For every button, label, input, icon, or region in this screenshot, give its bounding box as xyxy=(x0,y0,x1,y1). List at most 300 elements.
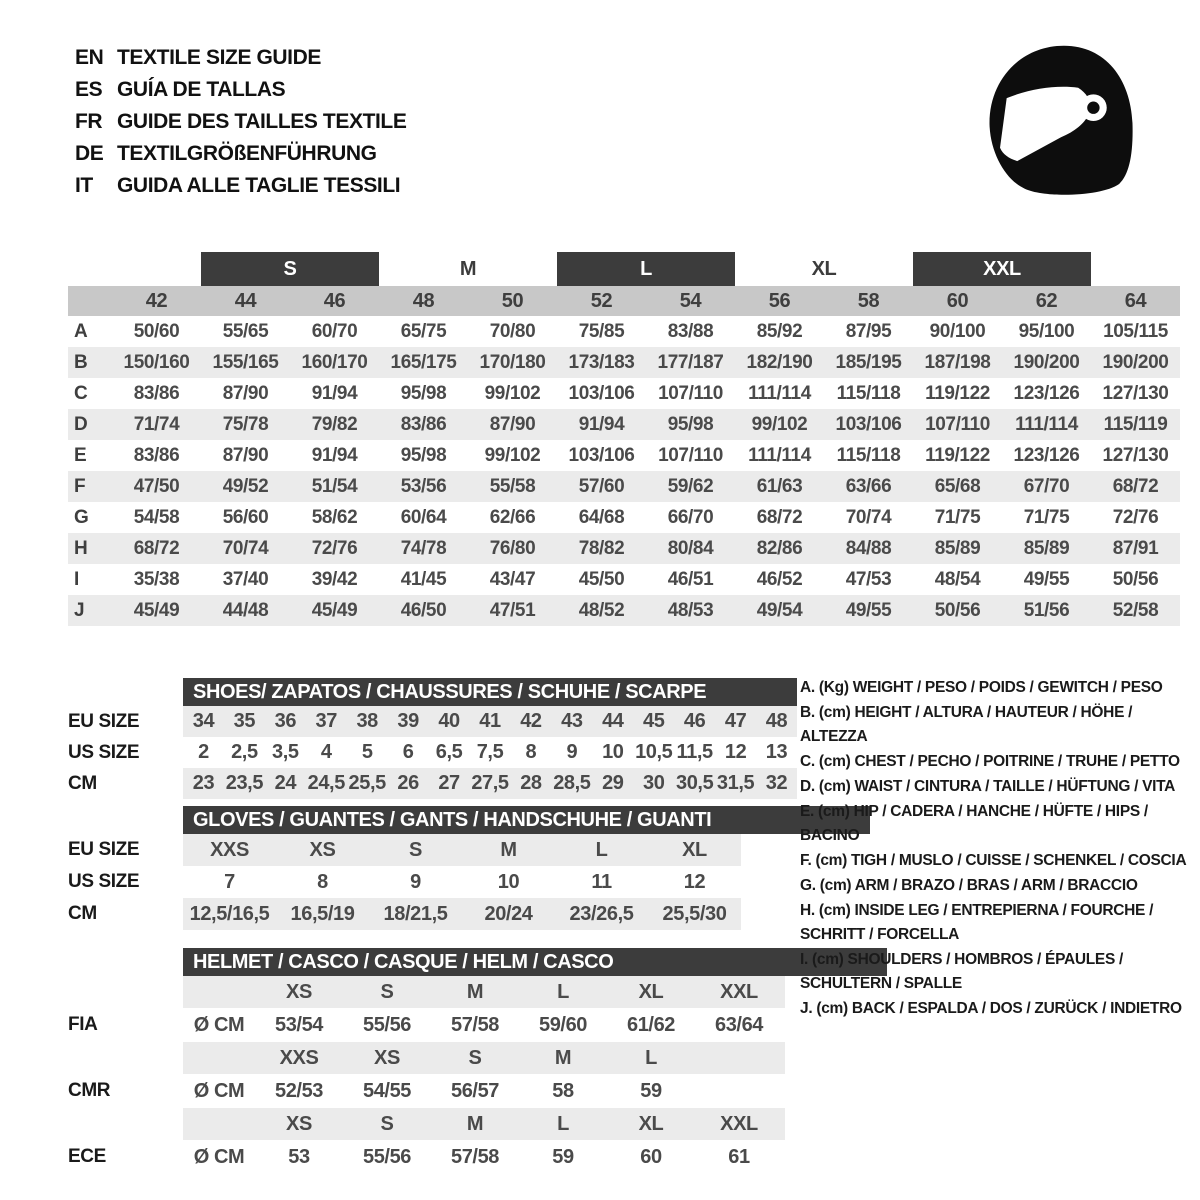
legend-item: I. (cm) SHOULDERS / HOMBROS / ÉPAULES / SCHULTERN / SPALLE xyxy=(800,951,1124,992)
table-row xyxy=(68,533,1180,564)
size-value: 74/78 xyxy=(400,537,447,559)
size-value: 71/75 xyxy=(934,506,981,528)
size-value: 177/187 xyxy=(657,351,724,373)
size-value: 49/55 xyxy=(845,599,892,621)
size-value: 75/85 xyxy=(578,320,625,342)
size-value: 8 xyxy=(317,870,328,893)
table-row xyxy=(68,378,1180,409)
size-value: 3,5 xyxy=(272,741,299,763)
language-row xyxy=(75,106,406,138)
size-value: 95/98 xyxy=(667,413,714,435)
guide-title: GUIDA ALLE TAGLIE TESSILI xyxy=(117,174,401,197)
size-value: 44/48 xyxy=(222,599,269,621)
size-value: 49/55 xyxy=(1023,568,1070,590)
size-value: 55/58 xyxy=(489,475,536,497)
size-value: 7 xyxy=(224,870,235,893)
size-value: 47 xyxy=(724,710,747,732)
size-value: 107/110 xyxy=(658,382,723,404)
size-value: 26 xyxy=(397,772,419,794)
size-value: 91/94 xyxy=(578,413,625,435)
size-value: 95/98 xyxy=(400,444,447,466)
size-value: 7,5 xyxy=(476,741,504,763)
size-value: 45/50 xyxy=(578,568,625,590)
size-value: 42 xyxy=(520,710,542,732)
table-row xyxy=(68,898,870,930)
size-value: 23 xyxy=(192,772,215,794)
language-code: IT xyxy=(75,174,93,197)
size-value: 72/76 xyxy=(311,537,358,559)
size-value: 10,5 xyxy=(635,741,673,763)
row-values xyxy=(183,834,741,866)
guide-title: GUIDE DES TAILLES TEXTILE xyxy=(117,110,407,133)
column-header: 62 xyxy=(1035,289,1058,312)
table-row xyxy=(68,866,870,898)
size-value: 119/122 xyxy=(925,382,990,404)
size-value: 54/58 xyxy=(133,506,180,528)
row-label: CM xyxy=(68,772,97,794)
size-value: 47/53 xyxy=(845,568,892,590)
size-value: 173/183 xyxy=(568,351,635,373)
size-value: 46/51 xyxy=(667,568,714,590)
size-value: 60/70 xyxy=(311,320,358,342)
size-value: 99/102 xyxy=(751,413,808,435)
size-value: 29 xyxy=(602,772,624,794)
size-label: XXL xyxy=(720,1112,758,1135)
size-value: 27,5 xyxy=(471,772,509,794)
size-band-xl: XL xyxy=(811,257,837,280)
row-label xyxy=(68,1042,183,1074)
size-value: 43/47 xyxy=(489,568,536,590)
size-value: 24 xyxy=(274,772,297,794)
size-value: 45/49 xyxy=(311,599,358,621)
size-label: M xyxy=(466,1112,484,1135)
size-value: 52/58 xyxy=(1112,599,1159,621)
size-value: 87/90 xyxy=(222,382,269,404)
size-value: 46/52 xyxy=(756,568,803,590)
size-value: 119/122 xyxy=(925,444,990,466)
size-value: 103/106 xyxy=(835,413,902,435)
size-value: 165/175 xyxy=(390,351,457,373)
column-header: 46 xyxy=(323,289,346,312)
size-table-body xyxy=(68,316,1180,626)
size-value: 83/86 xyxy=(400,413,447,435)
column-header: 60 xyxy=(946,289,969,312)
row-values xyxy=(183,1074,785,1108)
row-label xyxy=(68,976,183,1008)
size-value: 5 xyxy=(361,741,373,763)
size-value: 48/53 xyxy=(667,599,714,621)
size-label: XL xyxy=(638,1112,664,1135)
row-values xyxy=(183,866,741,898)
size-value: 63/66 xyxy=(845,475,892,497)
size-value: 61 xyxy=(728,1145,750,1168)
row-letter: J xyxy=(74,599,85,621)
column-header: 54 xyxy=(679,289,702,312)
size-value: 51/56 xyxy=(1023,599,1070,621)
row-label: US SIZE xyxy=(68,741,140,763)
column-header: 56 xyxy=(768,289,791,312)
size-value: 49/52 xyxy=(222,475,269,497)
gloves-table xyxy=(68,806,870,930)
shoes-header: SHOES/ ZAPATOS / CHAUSSURES / SCHUHE / SCARPE xyxy=(183,678,797,706)
size-value: 31,5 xyxy=(716,772,755,794)
unit-cell: Ø CM xyxy=(193,1013,245,1036)
size-value: 9 xyxy=(410,870,421,893)
legend-item: J. (cm) BACK / ESPALDA / DOS / ZURÜCK / INDIETRO xyxy=(800,1000,1182,1017)
size-value: 155/165 xyxy=(212,351,279,373)
gloves-header: GLOVES / GUANTES / GANTS / HANDSCHUHE / GUANTI xyxy=(183,806,870,834)
size-value: 39 xyxy=(397,710,419,732)
size-value: 53/54 xyxy=(274,1013,324,1036)
size-value: 28,5 xyxy=(553,772,591,794)
size-value: 10 xyxy=(602,741,624,763)
table-row xyxy=(68,502,1180,533)
size-value: 80/84 xyxy=(667,537,714,559)
size-value: 53/56 xyxy=(400,475,447,497)
size-value: 111/114 xyxy=(1015,413,1078,435)
size-value: 190/200 xyxy=(1102,351,1169,373)
size-value: 30 xyxy=(643,772,665,794)
size-label: XL xyxy=(638,980,664,1003)
size-value: 47/50 xyxy=(133,475,180,497)
row-letter: H xyxy=(74,537,88,559)
size-value: 34 xyxy=(192,710,215,732)
legend-item: F. (cm) TIGH / MUSLO / CUISSE / SCHENKEL / COSCIA xyxy=(800,852,1187,869)
row-letter: A xyxy=(74,320,88,342)
row-label xyxy=(68,1108,183,1140)
size-value: 72/76 xyxy=(1112,506,1159,528)
row-label: EU SIZE xyxy=(68,839,140,860)
size-value: 185/195 xyxy=(835,351,902,373)
size-value: 37 xyxy=(315,710,337,732)
helmet-values-row xyxy=(68,1140,887,1174)
row-values xyxy=(183,1108,785,1140)
size-value: XXS xyxy=(210,838,249,861)
column-header-row xyxy=(68,286,1180,316)
size-value: 50/60 xyxy=(133,320,180,342)
table-row xyxy=(68,347,1180,378)
legend-item: C. (cm) CHEST / PECHO / POITRINE / TRUHE / PETTO xyxy=(800,753,1180,770)
table-row xyxy=(68,834,870,866)
size-value: 38 xyxy=(356,710,378,732)
size-value: 50/56 xyxy=(1112,568,1159,590)
size-label: S xyxy=(380,980,394,1003)
legend-item: E. (cm) HIP / CADERA / HANCHE / HÜFTE / HIPS / BACINO xyxy=(800,803,1148,844)
size-value: 87/90 xyxy=(222,444,269,466)
size-value: 68/72 xyxy=(756,506,803,528)
size-value: 51/54 xyxy=(311,475,358,497)
row-values xyxy=(183,976,785,1008)
size-value: 95/100 xyxy=(1018,320,1075,342)
guide-title: GUÍA DE TALLAS xyxy=(117,78,286,101)
size-value: 48/54 xyxy=(934,568,981,590)
size-value: 64/68 xyxy=(578,506,625,528)
helmet-table xyxy=(68,948,887,1174)
size-value: 6,5 xyxy=(435,741,463,763)
size-value: 41/45 xyxy=(400,568,447,590)
size-value: 35 xyxy=(233,710,256,732)
size-label: XS xyxy=(286,980,312,1003)
size-value: 46 xyxy=(683,710,706,732)
size-value: 87/95 xyxy=(845,320,892,342)
size-value: 182/190 xyxy=(746,351,813,373)
row-letter: D xyxy=(74,413,88,435)
helmet-sizes-row xyxy=(68,976,887,1008)
size-band-row xyxy=(68,252,1180,286)
size-value: 103/106 xyxy=(568,444,635,466)
size-value: 28 xyxy=(520,772,542,794)
helmet-values-row xyxy=(68,1074,887,1108)
size-value: 24,5 xyxy=(307,772,345,794)
legend-item: A. (Kg) WEIGHT / PESO / POIDS / GEWITCH / PESO xyxy=(800,679,1163,696)
size-value: 85/92 xyxy=(756,320,803,342)
row-letter: B xyxy=(74,351,88,373)
language-row xyxy=(75,138,406,170)
size-value: 49/54 xyxy=(756,599,803,621)
size-label: L xyxy=(557,980,569,1003)
measurement-legend xyxy=(800,676,1196,1022)
legend-item: H. (cm) INSIDE LEG / ENTREPIERNA / FOURCHE / SCHRITT / FORCELLA xyxy=(800,902,1154,943)
size-value: 70/74 xyxy=(222,537,269,559)
table-row xyxy=(68,471,1180,502)
language-title-list xyxy=(75,42,406,202)
standard-label: ECE xyxy=(68,1146,106,1167)
size-value: 65/75 xyxy=(400,320,447,342)
size-value: 37/40 xyxy=(222,568,269,590)
standard-label: FIA xyxy=(68,1014,98,1035)
language-row xyxy=(75,74,406,106)
size-value: 79/82 xyxy=(311,413,358,435)
size-value: 107/110 xyxy=(925,413,990,435)
size-value: 23/26,5 xyxy=(569,902,634,925)
size-value: 115/119 xyxy=(1103,413,1168,435)
size-value: 127/130 xyxy=(1102,444,1169,466)
size-value: 85/89 xyxy=(934,537,981,559)
size-value: 107/110 xyxy=(658,444,723,466)
size-value: 27 xyxy=(438,772,460,794)
size-value: 99/102 xyxy=(484,444,541,466)
size-value: 123/126 xyxy=(1013,444,1080,466)
size-label: M xyxy=(466,980,484,1003)
size-value: 43 xyxy=(561,710,583,732)
helmet-values-row xyxy=(68,1008,887,1042)
size-value: 56/57 xyxy=(450,1079,500,1102)
size-value: 12 xyxy=(683,870,706,893)
size-value: 41 xyxy=(479,710,501,732)
size-value: 71/75 xyxy=(1023,506,1070,528)
size-value: 18/21,5 xyxy=(383,902,448,925)
size-label: XS xyxy=(286,1112,312,1135)
size-label: XXS xyxy=(279,1046,319,1069)
language-row xyxy=(75,42,406,74)
size-value: 52/53 xyxy=(274,1079,324,1102)
size-value: 105/115 xyxy=(1103,320,1168,342)
row-label: EU SIZE xyxy=(68,710,140,732)
table-row xyxy=(68,737,797,768)
language-code: FR xyxy=(75,110,103,133)
size-value: 63/64 xyxy=(714,1013,764,1036)
row-letter: C xyxy=(74,382,88,404)
size-value: 16,5/19 xyxy=(290,902,355,925)
size-value: 48/52 xyxy=(578,599,625,621)
column-header: 64 xyxy=(1124,289,1147,312)
size-value: 115/118 xyxy=(836,382,901,404)
size-label: L xyxy=(645,1046,657,1069)
size-value: 11 xyxy=(591,870,612,893)
size-value: 8 xyxy=(525,741,537,763)
size-value: M xyxy=(500,838,517,861)
size-value: 30,5 xyxy=(675,772,714,794)
size-label: M xyxy=(554,1046,572,1069)
row-letter: F xyxy=(74,475,86,497)
size-value: 111/114 xyxy=(748,382,811,404)
size-value: 123/126 xyxy=(1013,382,1080,404)
size-value: 40 xyxy=(438,710,460,732)
size-value: 50/56 xyxy=(934,599,981,621)
size-value: 55/56 xyxy=(362,1145,412,1168)
size-value: 83/86 xyxy=(133,444,180,466)
size-value: 90/100 xyxy=(929,320,986,342)
size-value: 70/74 xyxy=(845,506,892,528)
size-value: 57/58 xyxy=(450,1145,500,1168)
size-value: 23,5 xyxy=(225,772,264,794)
size-value: 59/62 xyxy=(667,475,714,497)
column-header: 44 xyxy=(234,289,257,312)
size-value: L xyxy=(595,838,608,861)
size-value: 25,5/30 xyxy=(662,902,727,925)
table-row xyxy=(68,316,1180,347)
size-value: 127/130 xyxy=(1102,382,1169,404)
size-value: 54/55 xyxy=(362,1079,412,1102)
table-row xyxy=(68,768,797,799)
size-value: 91/94 xyxy=(311,382,358,404)
row-values xyxy=(183,768,797,799)
size-value: 10 xyxy=(497,870,520,893)
size-value: 2,5 xyxy=(231,741,258,763)
size-value: 190/200 xyxy=(1013,351,1080,373)
row-letter: I xyxy=(74,568,79,590)
size-value: 68/72 xyxy=(1112,475,1159,497)
size-value: 87/91 xyxy=(1112,537,1159,559)
standard-label: CMR xyxy=(68,1080,111,1101)
size-value: 85/89 xyxy=(1023,537,1070,559)
size-label: L xyxy=(557,1112,569,1135)
size-value: 60 xyxy=(640,1145,662,1168)
language-code: DE xyxy=(75,142,104,165)
racing-helmet-icon xyxy=(980,34,1142,210)
column-header: 58 xyxy=(857,289,880,312)
helmet-header: HELMET / CASCO / CASQUE / HELM / CASCO xyxy=(183,948,887,976)
size-value: 36 xyxy=(274,710,297,732)
size-value: 187/198 xyxy=(924,351,991,373)
size-value: 48 xyxy=(765,710,788,732)
size-band-xxl: XXL xyxy=(913,252,1091,286)
row-values xyxy=(183,706,797,737)
language-code: EN xyxy=(75,46,104,69)
helmet-sizes-row xyxy=(68,1042,887,1074)
size-value: 71/74 xyxy=(133,413,180,435)
table-row xyxy=(68,706,797,737)
size-value: 55/65 xyxy=(222,320,269,342)
size-value: 39/42 xyxy=(311,568,358,590)
size-label: XS xyxy=(374,1046,400,1069)
size-value: 58/62 xyxy=(311,506,358,528)
row-values xyxy=(183,1008,785,1042)
size-label: XXL xyxy=(720,980,758,1003)
size-value: 59/60 xyxy=(538,1013,588,1036)
size-value: 83/88 xyxy=(667,320,714,342)
size-value: 45 xyxy=(643,710,665,732)
table-row xyxy=(68,564,1180,595)
size-value: 60/64 xyxy=(400,506,447,528)
size-value: 58 xyxy=(552,1079,574,1102)
size-value: XS xyxy=(309,838,336,861)
size-value: 68/72 xyxy=(133,537,180,559)
language-code: ES xyxy=(75,78,103,101)
main-size-table xyxy=(68,252,1180,626)
size-value: 83/86 xyxy=(133,382,180,404)
helmet-sizes-row xyxy=(68,1108,887,1140)
size-value: 59 xyxy=(640,1079,662,1102)
column-header: 48 xyxy=(412,289,435,312)
size-value: 32 xyxy=(765,772,788,794)
language-row xyxy=(75,170,406,202)
row-values xyxy=(183,1042,785,1074)
size-value: 2 xyxy=(198,741,209,763)
size-value: 6 xyxy=(402,741,414,763)
size-value: XL xyxy=(682,838,707,861)
size-value: 76/80 xyxy=(489,537,536,559)
size-band-l: L xyxy=(557,252,735,286)
legend-item: B. (cm) HEIGHT / ALTURA / HAUTEUR / HÖHE / ALTEZZA xyxy=(800,704,1133,745)
size-value: 66/70 xyxy=(667,506,714,528)
unit-cell: Ø CM xyxy=(193,1079,245,1102)
size-value: 47/51 xyxy=(489,599,536,621)
size-value: 56/60 xyxy=(222,506,269,528)
size-value: 11,5 xyxy=(676,741,713,763)
size-value: 45/49 xyxy=(133,599,180,621)
size-value: 44 xyxy=(602,710,624,732)
shoes-table xyxy=(68,678,797,799)
size-value: 111/114 xyxy=(748,444,811,466)
size-value: 25,5 xyxy=(348,772,386,794)
size-value: 9 xyxy=(566,741,578,763)
size-value: 84/88 xyxy=(845,537,892,559)
size-value: 46/50 xyxy=(400,599,447,621)
row-values xyxy=(183,737,797,768)
row-values xyxy=(183,1140,785,1174)
size-value: 70/80 xyxy=(489,320,536,342)
size-value: 115/118 xyxy=(836,444,901,466)
row-letter: G xyxy=(74,506,89,528)
size-value: 170/180 xyxy=(479,351,546,373)
size-value: 75/78 xyxy=(222,413,269,435)
size-value: 103/106 xyxy=(568,382,635,404)
row-values xyxy=(183,898,741,930)
size-value: 67/70 xyxy=(1023,475,1070,497)
guide-title: TEXTILE SIZE GUIDE xyxy=(117,46,321,69)
size-label: S xyxy=(380,1112,394,1135)
table-row xyxy=(68,409,1180,440)
size-value: 61/63 xyxy=(756,475,803,497)
size-value: 87/90 xyxy=(489,413,536,435)
legend-item: D. (cm) WAIST / CINTURA / TAILLE / HÜFTUNG / VITA xyxy=(800,778,1176,795)
column-header: 52 xyxy=(590,289,613,312)
size-value: 12 xyxy=(724,741,747,763)
size-value: 99/102 xyxy=(484,382,541,404)
size-value: 13 xyxy=(765,741,788,763)
legend-item: G. (cm) ARM / BRAZO / BRAS / ARM / BRACCIO xyxy=(800,877,1138,894)
